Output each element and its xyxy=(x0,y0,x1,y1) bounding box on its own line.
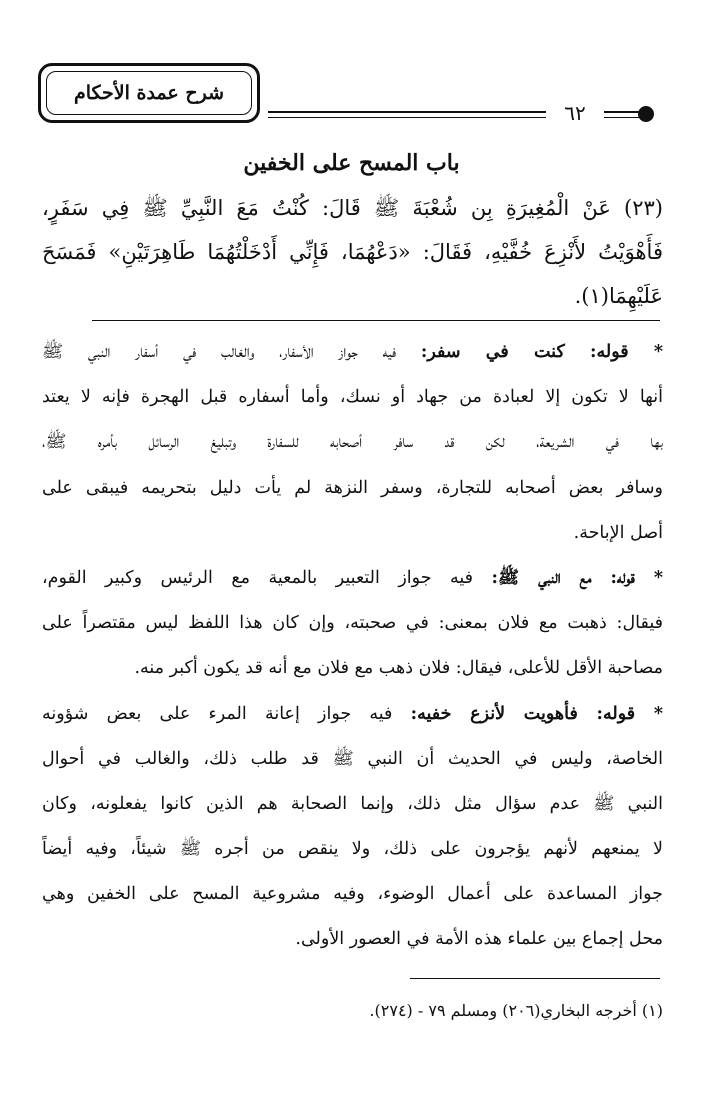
commentary-text: فيه جواز الأسفار، والغالب في أسفار النبي ﷺ xyxy=(42,342,421,362)
hadith-text xyxy=(42,186,663,318)
commentary-line xyxy=(42,692,663,737)
header-dot-icon xyxy=(638,106,654,122)
footnote: (١) أخرجه البخاري(٢٠٦) ومسلم ٧٩ - (٢٧٤). xyxy=(369,1001,663,1020)
commentary-text: لا يمنعهم لأنهم يؤجرون على ذلك، ولا ينقص من أجره ﷺ شيئاً، وفيه أيضاً xyxy=(42,839,663,860)
hadith-line: فَأَهْوَيْتُ لأَنْزِعَ خُفَّيْهِ، فَقَالَ: «دَعْهُمَا، فَإِنِّي أَدْخَلْتُهُمَا طَاهِرَتَيْنِ» فَمَسَحَ xyxy=(42,240,663,264)
commentary xyxy=(42,330,663,963)
commentary-text: فيه جواز التعبير بالمعية مع الرئيس وكبير القوم، xyxy=(42,567,492,588)
commentary-line xyxy=(42,872,663,917)
commentary-line xyxy=(42,737,663,782)
hadith-line: عَلَيْهِمَا(١). xyxy=(574,284,663,308)
commentary-text: بها في الشريعة، لكن قد سافر أصحابه للسفارة وتبليغ الرسائل بأمره ﷺ، xyxy=(42,432,663,453)
header-rule-thin xyxy=(268,117,546,118)
commentary-text: أنها لا تكون إلا لعبادة من جهاد أو نسك، وأما أسفاره قبل الهجرة فإنه لا يعتد xyxy=(42,387,663,408)
commentary-text: وسافر بعض أصحابه للتجارة، وسفر النزهة لم يأت دليل بتحريمه فيبقى على xyxy=(42,477,663,498)
commentary-text: فيقال: ذهبت مع فلان بمعنى: في صحبته، وإن كان هذا اللفظ ليس مقتصراً على xyxy=(42,613,663,634)
commentary-line xyxy=(42,511,663,556)
page-number: ٦٢ xyxy=(564,101,586,125)
commentary-text: مصاحبة الأقل للأعلى، فيقال: فلان ذهب مع فلان مع أنه قد يكون أكبر منه. xyxy=(134,658,663,679)
commentary-line xyxy=(42,466,663,511)
chapter-heading: باب المسح على الخفين xyxy=(243,150,460,176)
commentary-line xyxy=(42,330,663,375)
commentary-line xyxy=(42,375,663,420)
commentary-line xyxy=(42,556,663,601)
commentary-text: جواز المساعدة على أعمال الوضوء، وفيه مشروعية المسح على الخفين وهي xyxy=(42,884,663,905)
lemma: * قوله: كنت في سفر: xyxy=(420,342,663,362)
commentary-line xyxy=(42,917,663,962)
book-title: شرح عمدة الأحكام xyxy=(46,71,252,115)
commentary-line xyxy=(42,420,663,465)
commentary-text: أصل الإباحة. xyxy=(573,522,663,543)
commentary-line xyxy=(42,646,663,691)
hadith-line: (٢٣) عَنْ الْمُغِيرَةِ بِن شُعْبَةَ ﷺ قَالَ: كُنْتُ مَعَ النَّبِيِّ ﷺ فِي سَفَرٍ، xyxy=(42,196,663,220)
commentary-line xyxy=(42,827,663,872)
footnote-rule xyxy=(410,978,660,979)
commentary-line xyxy=(42,782,663,827)
header-rule xyxy=(268,111,546,113)
lemma: * قوله: فأهويت لأنزع خفيه: xyxy=(410,703,663,724)
commentary-text: فيه جواز إعانة المرء على بعض شؤونه xyxy=(42,703,411,724)
lemma: * قوله: مع النبي ﷺ: xyxy=(491,567,663,588)
book-title-frame xyxy=(38,63,260,123)
commentary-text: محل إجماع بين علماء هذه الأمة في العصور الأولى. xyxy=(295,929,663,950)
commentary-line xyxy=(42,601,663,646)
section-separator xyxy=(92,320,660,321)
commentary-text: الخاصة، وليس في الحديث أن النبي ﷺ قد طلب ذلك، والغالب في أحوال xyxy=(42,748,663,769)
commentary-text: النبي ﷺ عدم سؤال مثل ذلك، وإنما الصحابة هم الذين كانوا يفعلونه، وكان xyxy=(42,793,663,814)
